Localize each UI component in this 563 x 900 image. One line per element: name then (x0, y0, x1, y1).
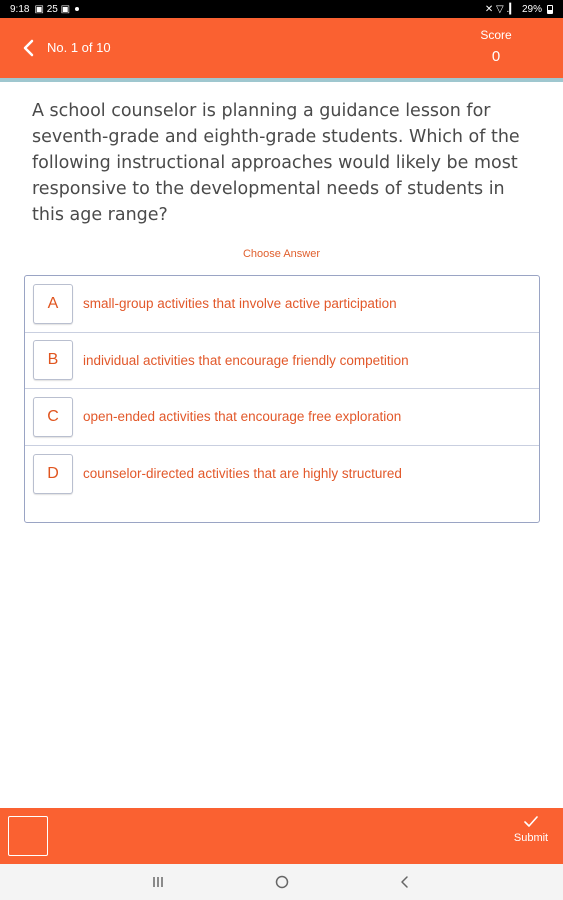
bookmark-checkbox[interactable] (8, 816, 48, 856)
nav-back-button[interactable] (393, 872, 417, 892)
status-left (10, 4, 79, 15)
answer-text: open-ended activities that encourage free exploration (83, 409, 402, 425)
submit-button[interactable] (505, 816, 557, 858)
answer-letter: A (33, 284, 73, 324)
answer-option-d[interactable] (25, 446, 539, 503)
status-left-indicators: ▣ 25 ▣ (34, 3, 71, 15)
choose-answer-label: Choose Answer (242, 248, 321, 260)
answer-option-b[interactable] (25, 333, 539, 390)
status-time: 9:18 (10, 3, 30, 15)
score-block (470, 28, 522, 65)
status-right (485, 4, 553, 15)
submit-label: Submit (513, 832, 549, 844)
app-header (0, 18, 563, 78)
battery-icon (547, 5, 553, 14)
answer-text: individual activities that encourage friendly competition (83, 352, 409, 368)
back-button[interactable] (14, 34, 42, 62)
home-button[interactable] (270, 872, 294, 892)
header-divider (0, 78, 563, 82)
chevron-left-icon (21, 39, 35, 57)
home-circle-icon (274, 874, 290, 890)
answer-text: counselor-directed activities that are highly structured (83, 466, 402, 482)
score-label: Score (480, 28, 512, 42)
battery-percent: 29% (521, 3, 542, 15)
answer-text: small-group activities that involve active participation (83, 296, 397, 312)
notification-dot-icon (75, 7, 79, 11)
score-value: 0 (491, 48, 501, 65)
answer-letter: B (33, 340, 73, 380)
status-right-indicators: ✕ ▽ .▎ (484, 3, 517, 15)
answer-list (24, 275, 540, 523)
recent-apps-icon (150, 874, 166, 890)
nav-back-icon (397, 874, 413, 890)
answer-option-c[interactable] (25, 389, 539, 446)
answer-letter: C (33, 397, 73, 437)
bottom-action-bar (0, 808, 563, 864)
system-nav-bar (0, 864, 563, 900)
question-text: A school counselor is planning a guidance lesson for seventh-grade and eighth-grade students. Which of the following instructional approaches would likely be most responsive to the developmental needs of students in this age range? (32, 101, 520, 225)
question-counter: No. 1 of 10 (47, 40, 111, 55)
check-icon (524, 816, 538, 828)
answer-option-a[interactable] (25, 276, 539, 333)
answer-letter: D (33, 454, 73, 494)
status-bar (0, 0, 563, 18)
recent-apps-button[interactable] (146, 872, 170, 892)
